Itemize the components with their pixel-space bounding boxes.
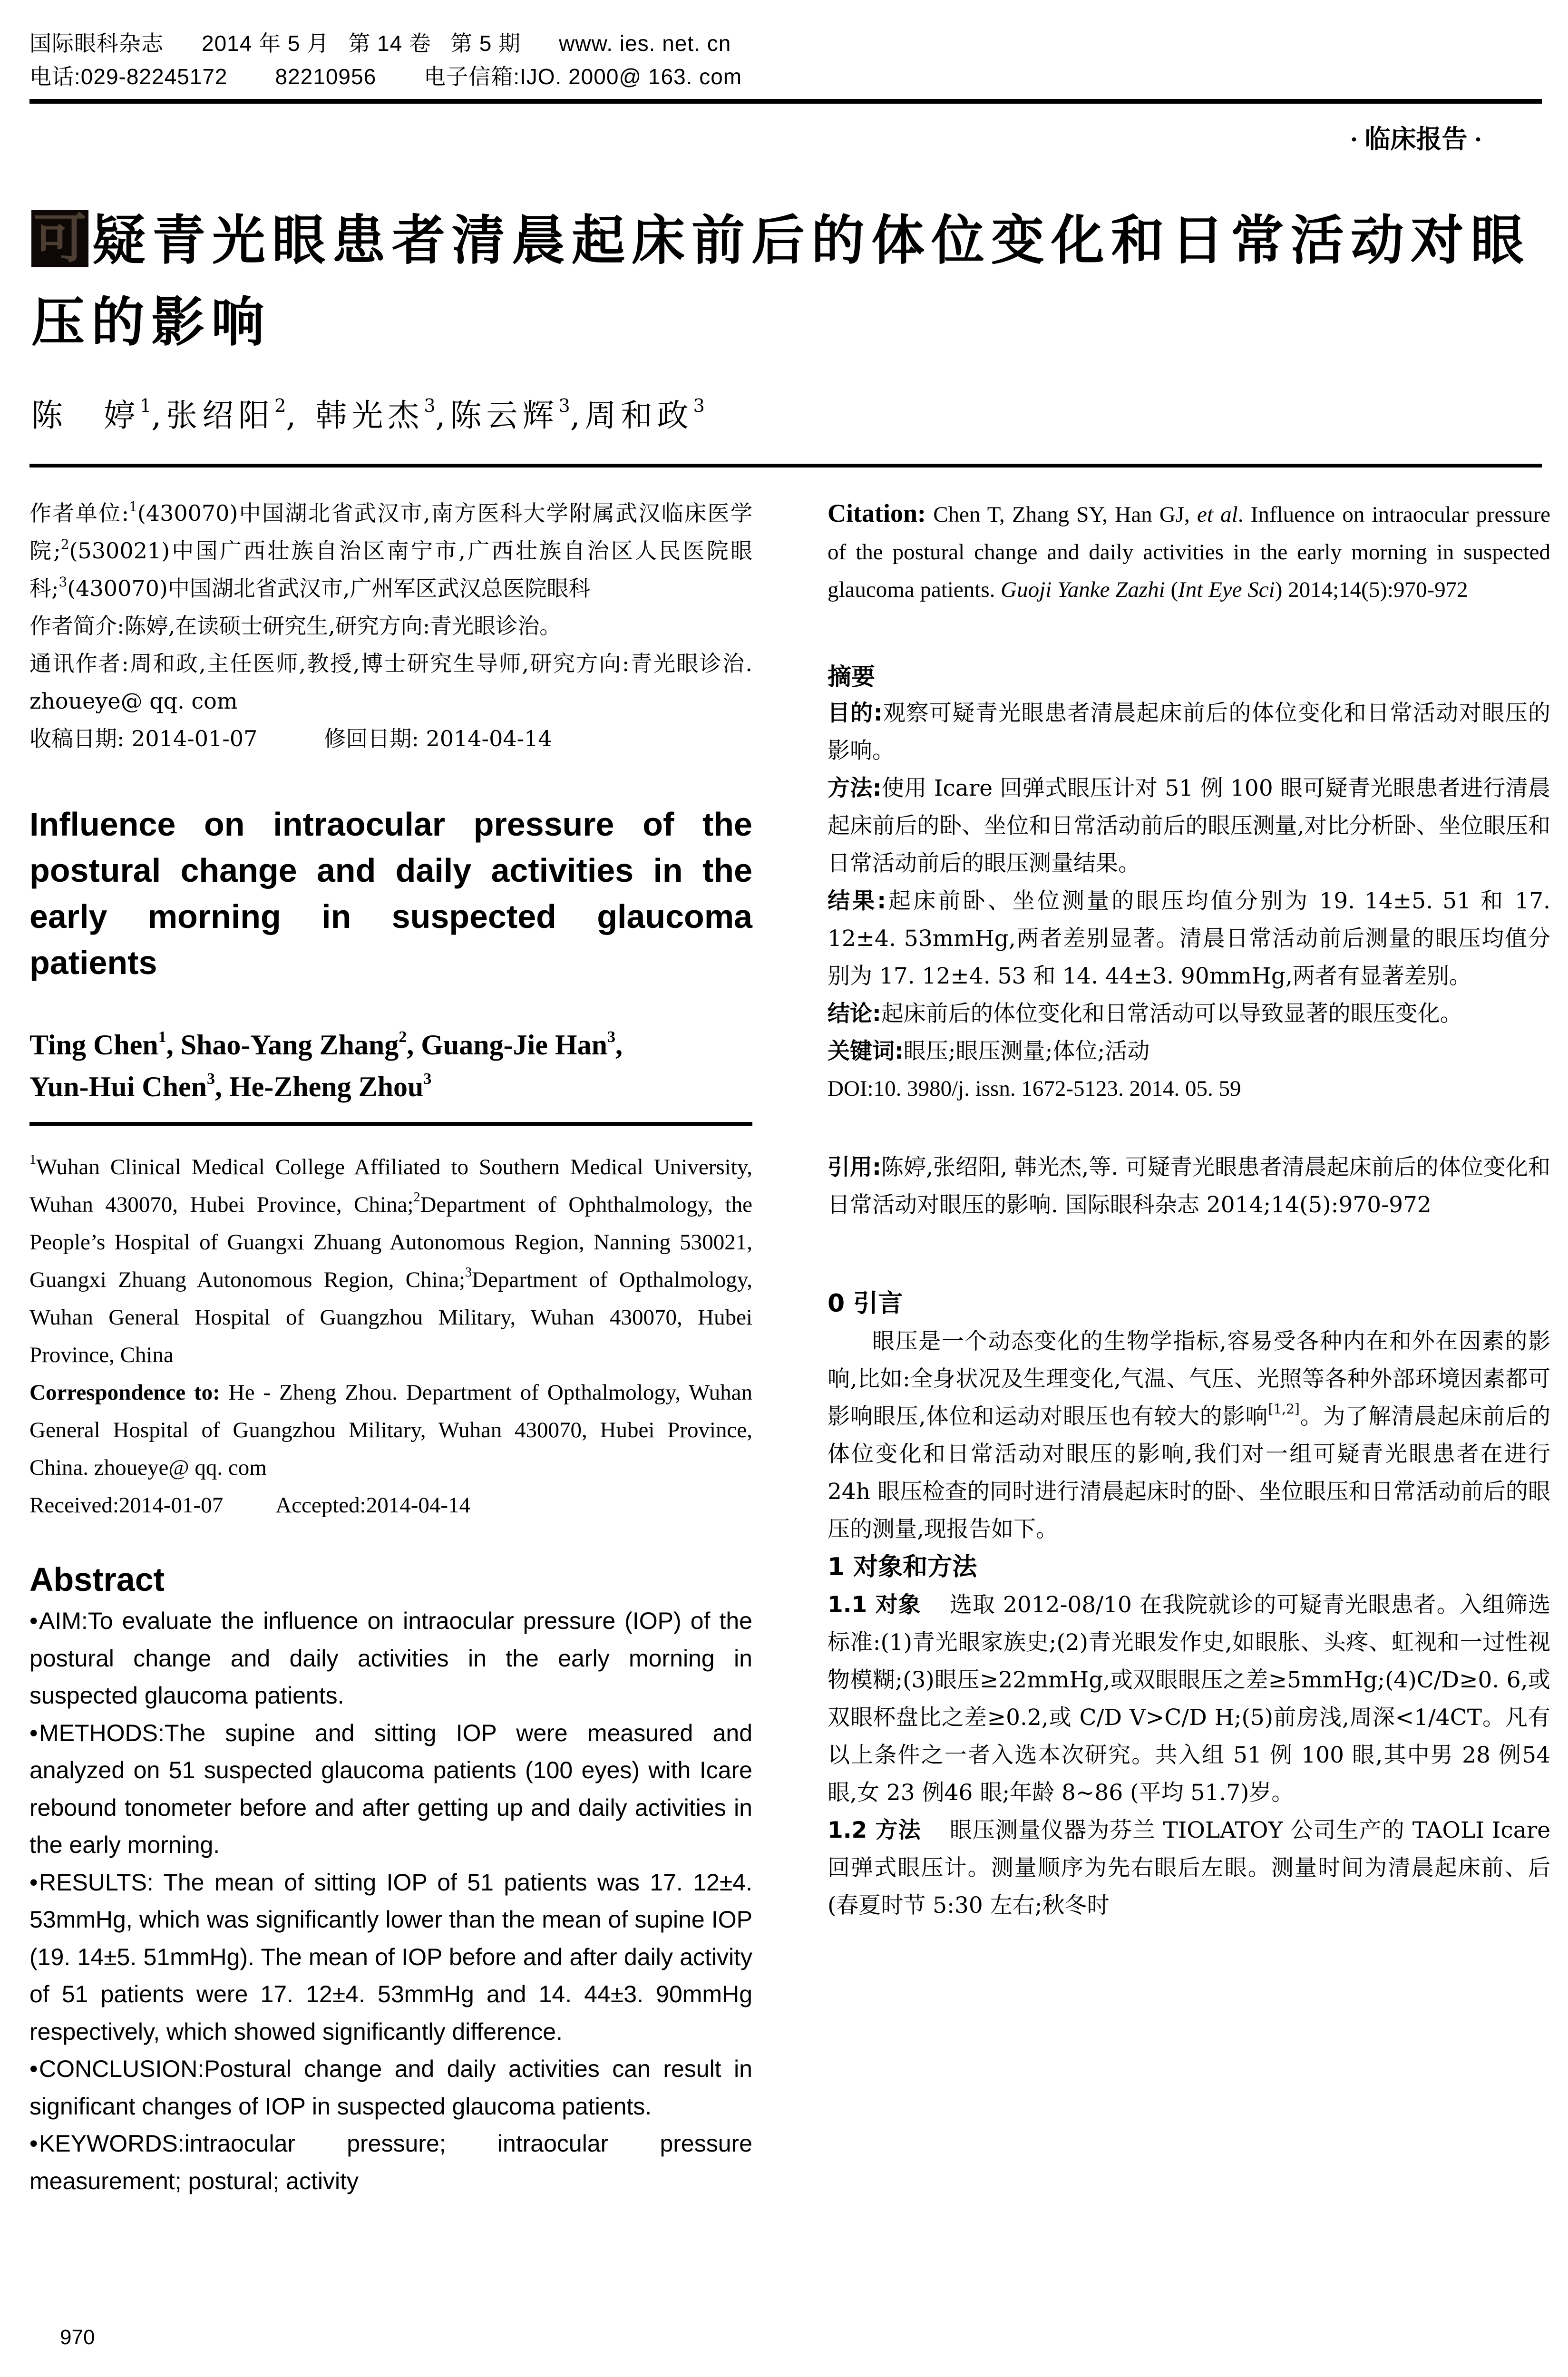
english-citation (828, 495, 1550, 609)
abstract-results (29, 1864, 752, 2051)
cn-abstract-label: 关键词: (828, 1038, 904, 1064)
cn-dates (29, 720, 752, 758)
citation-paren: ( (1165, 577, 1178, 602)
author: 周和政 (584, 397, 693, 434)
bullet-icon: • (29, 1719, 38, 1746)
chinese-abstract-heading: 摘要 (828, 663, 875, 691)
abstract-label: CONCLUSION: (39, 2056, 205, 2082)
cn-citation-label: 引用: (828, 1154, 881, 1180)
issue: 第 5 期 (450, 31, 521, 56)
affiliation-label: 作者单位: (29, 500, 129, 526)
cn-abstract-label: 结果: (828, 888, 886, 914)
header-divider (29, 99, 1542, 104)
author: Shao-Yang Zhang (180, 1029, 399, 1061)
chinese-author-list: 陈 婷$^1$,张绍阳$^2$, 韩光杰$^3$,陈云辉$^3$,周和政$^3$ (31, 395, 705, 434)
author-affil-sup: 2 (274, 395, 286, 416)
author-affil-sup: 2 (399, 1028, 407, 1046)
english-author-list: Ting Chen$^1$, Shao-Yang Zhang$^2$, Guang-Jie Han$^3$, Yun-Hui Chen$^3$, He-Zheng Zhou$^3$ (29, 1028, 623, 1102)
intro-paragraph (828, 1323, 1550, 1548)
left-column (29, 495, 752, 2200)
citation-body: . Influence on intraocular pressure of the postural change and daily activities in the early morning in suspected glaucoma patients. (828, 502, 1550, 602)
subsection-text: 眼压测量仪器为芬兰 TIOLATOY 公司生产的 TAOLI Icare 回弹式眼压计。测量顺序为先右眼后左眼。测量时间为清晨起床前、后(春夏时节 5:30 左右;秋冬时 (828, 1817, 1551, 1919)
cn-abstract-aim (828, 694, 1550, 770)
abstract-heading: Abstract (29, 1561, 165, 1598)
abstract-text: The mean of sitting IOP of 51 patients was 17. 12±4. 53mmHg, which was significantly lower than the mean of supine IOP (19. 14±5. 51mmHg). The mean of IOP before and after daily activity of 51 patients were 17. 12±4. 53mmHg and 14. 44±3. 90mmHg respectively, which showed significantly difference. (29, 1869, 752, 2045)
correspondence-label: Correspondence to: (29, 1380, 220, 1405)
author: 陈 婷 (31, 397, 140, 434)
author: 韩光杰 (315, 397, 424, 434)
abstract-text: Postural change and daily activities can result in significant changes of IOP in suspected glaucoma patients. (29, 2056, 752, 2120)
cn-abstract-label: 结论: (828, 1001, 881, 1027)
author-affil-sup: 3 (607, 1028, 615, 1046)
bullet-icon: • (29, 1869, 38, 1896)
journal-running-header (29, 28, 742, 94)
affiliation-2: Department of Ophthalmology, the People’s Hospital of Guangxi Zhuang Autonomous Region, Nanning 530021, Guangxi Zhuang Autonomous Region, China; (29, 1192, 752, 1292)
cn-citation-text: 陈婷,张绍阳, 韩光杰,等. 可疑青光眼患者清晨起床前后的体位变化和日常活动对眼压的影响. 国际眼科杂志 2014;14(5):970-972 (828, 1154, 1550, 1218)
citation-journal-en: Int Eye Sci (1178, 577, 1275, 602)
journal-name: 国际眼科杂志 (29, 31, 164, 56)
affil-sup: 1 (129, 499, 137, 515)
abstract-methods (29, 1715, 752, 1864)
author-affil-sup: 3 (693, 395, 705, 416)
abstract-label: METHODS: (39, 1719, 165, 1746)
author-bio: 作者简介:陈婷,在读硕士研究生,研究方向:青光眼诊治。 (29, 613, 562, 639)
cn-abstract-conclusion (828, 995, 1550, 1033)
affiliation-3: Department of Opthalmology, Wuhan General Hospital of Guangzhou Military, Wuhan 430070, Hubei Province, China (29, 1267, 753, 1367)
abstract-label: AIM: (39, 1607, 88, 1634)
author-affil-sup: 3 (423, 1070, 432, 1088)
citation-journal: Guoji Yanke Zazhi (1001, 577, 1165, 602)
affil-sup: 3 (465, 1265, 472, 1280)
cn-abstract-keywords (828, 1033, 1550, 1070)
revised-date: 修回日期: 2014-04-14 (324, 726, 552, 751)
bullet-icon: • (29, 1607, 38, 1634)
affil-sup: 3 (58, 574, 68, 590)
abstract-text: intraocular pressure; intraocular pressure measurement; postural; activity (29, 2130, 752, 2194)
received-date: 收稿日期: 2014-01-07 (29, 726, 258, 751)
volume: 第 14 卷 (348, 31, 431, 56)
citation-label: Citation: (828, 499, 926, 527)
section-heading-methods: 1 对象和方法 (828, 1553, 977, 1581)
bullet-icon: • (29, 2056, 38, 2082)
cn-abstract-text: 起床前后的体位变化和日常活动可以导致显著的眼压变化。 (881, 1001, 1462, 1027)
affiliation-2: (530021)中国广西壮族自治区南宁市,广西壮族自治区人民医院眼科; (29, 538, 752, 601)
abstract-conclusion (29, 2050, 752, 2125)
right-column (828, 495, 1550, 1924)
subsection-subjects (828, 1586, 1550, 1812)
abstract-keywords (29, 2125, 752, 2200)
subsection-label: 1.1 对象 (828, 1592, 921, 1618)
title-drop-char: 可 (31, 210, 88, 267)
reference-link[interactable]: [1,2] (1268, 1401, 1300, 1417)
abstract-text: The supine and sitting IOP were measured and analyzed on 51 suspected glaucoma patients (100 eyes) with Icare rebound tonometer before and after getting up and daily activities in the early morning. (29, 1719, 752, 1858)
article-type-tag: · 临床报告 · (1349, 125, 1482, 154)
english-author-divider (29, 1122, 752, 1126)
journal-email-link[interactable]: 电子信箱:IJO. 2000@ 163. com (424, 64, 742, 89)
author-affil-sup: 3 (424, 395, 436, 416)
author-divider (29, 464, 1542, 468)
page-number: 970 (60, 2326, 95, 2349)
affil-sup: 1 (29, 1152, 36, 1167)
affil-sup: 2 (60, 536, 69, 552)
phone: 电话:029-82245172 (29, 64, 228, 89)
cn-abstract-text: 起床前卧、坐位测量的眼压均值分别为 19. 14±5. 51 和 17. 12±4. 53mmHg,两者差别显著。清晨日常活动前后测量的眼压均值分别为 17. 12±4. 53 和 14. 44±3. 90mmHg,两者有显著差别。 (828, 888, 1550, 989)
author: He-Zheng Zhou (229, 1071, 424, 1102)
english-affiliations (29, 1149, 752, 1524)
correspondence-text: He - Zheng Zhou. Department of Opthalmology, Wuhan General Hospital of Guangzhou Military, Wuhan 430070, Hubei Province, China. zhoueye@ qq. com (29, 1380, 752, 1480)
affiliation-1: Wuhan Clinical Medical College Affiliated to Southern Medical University, Wuhan 430070, Hubei Province, China; (29, 1155, 752, 1217)
chinese-title (31, 200, 1544, 363)
cn-abstract-label: 方法: (828, 775, 882, 801)
received-date: Received:2014-01-07 (29, 1493, 224, 1518)
author: 张绍阳 (166, 397, 275, 434)
abstract-items (29, 1602, 752, 2200)
author: Ting Chen (29, 1029, 158, 1061)
cn-abstract-text: 观察可疑青光眼患者清晨起床前后的体位变化和日常活动对眼压的影响。 (828, 700, 1551, 764)
subsection-methods (828, 1812, 1550, 1924)
corresponding-author: 通讯作者:周和政,主任医师,教授,博士研究生导师,研究方向:青光眼诊治. zhoueye@ qq. com (29, 651, 752, 714)
cn-abstract-text: 使用 Icare 回弹式眼压计对 51 例 100 眼可疑青光眼患者进行清晨起床前后的卧、坐位和日常活动前后的眼压测量,对比分析卧、坐位眼压和日常活动前后的眼压测量结果。 (828, 775, 1550, 877)
abstract-label: KEYWORDS: (39, 2130, 185, 2157)
cn-abstract-label: 目的: (828, 700, 883, 726)
issue-date: 2014 年 5 月 (202, 31, 330, 56)
header-row-2 (29, 61, 742, 94)
section-heading-intro: 0 引言 (828, 1289, 903, 1318)
bullet-icon: • (29, 2130, 38, 2157)
cn-abstract-results (828, 882, 1550, 995)
author-affil-sup: 3 (206, 1070, 215, 1088)
citation-authors: Chen T, Zhang SY, Han GJ, (925, 502, 1198, 527)
abstract-text: To evaluate the influence on intraocular pressure (IOP) of the postural change and daily activities in the early morning in suspected glaucoma patients. (29, 1607, 752, 1709)
affiliation-3: (430070)中国湖北省武汉市,广州军区武汉总医院眼科 (67, 575, 591, 601)
affil-sup: 2 (413, 1190, 420, 1205)
author-affil-sup: 3 (558, 395, 570, 416)
citation-tail: ) 2014;14(5):970-972 (1275, 577, 1468, 602)
header-row-1 (29, 28, 742, 61)
chinese-affiliations (29, 495, 752, 607)
subsection-label: 1.2 方法 (828, 1817, 921, 1843)
doi-link[interactable]: DOI:10. 3980/j. issn. 1672-5123. 2014. 05. 59 (828, 1076, 1241, 1101)
phone-2: 82210956 (275, 64, 377, 89)
author-affil-sup: 1 (140, 395, 152, 416)
journal-website-link[interactable]: www. ies. net. cn (559, 31, 731, 56)
title-text: 疑青光眼患者清晨起床前后的体位变化和日常活动对眼压的影响 (31, 210, 1530, 353)
author: Guang-Jie Han (421, 1029, 607, 1061)
abstract-label: RESULTS: (39, 1869, 154, 1896)
abstract-aim (29, 1602, 752, 1715)
cn-abstract-methods (828, 770, 1550, 882)
chinese-citation (828, 1149, 1550, 1224)
author: 陈云辉 (450, 397, 559, 434)
english-title: Influence on intraocular pressure of the postural change and daily activities in the early morning in suspected glaucoma patients (29, 806, 752, 981)
accepted-date: Accepted:2014-04-14 (275, 1493, 471, 1518)
author: Yun-Hui Chen (29, 1071, 207, 1102)
intro-text: 。为了解清晨起床前后的体位变化和日常活动对眼压的影响,我们对一组可疑青光眼患者在进行 24h 眼压检查的同时进行清晨起床时的卧、坐位眼压和日常活动前后的眼压的测量,现报告如下。 (828, 1403, 1550, 1542)
author-affil-sup: 1 (158, 1028, 166, 1046)
affiliation-1: (430070)中国湖北省武汉市,南方医科大学附属武汉临床医学院; (29, 500, 752, 564)
citation-etal: et al (1197, 502, 1238, 527)
subsection-text: 选取 2012-08/10 在我院就诊的可疑青光眼患者。入组筛选标准:(1)青光眼家族史;(2)青光眼发作史,如眼胀、头疼、虹视和一过性视物模糊;(3)眼压≥22mmHg,或双眼眼压之差≥5mmHg;(4)C/D≥0. 6,或双眼杯盘比之差≥0.2,或 C/D V>C/D H;(5)前房浅,周深<1/4CT。凡有以上条件之一者入选本次研究。共入组 51 例 100 眼,其中男 28 例54 眼,女 23 例46 眼;年龄 8~86 (平均 51.7)岁。 (828, 1592, 1550, 1806)
cn-abstract-text: 眼压;眼压测量;体位;活动 (903, 1038, 1150, 1064)
intro-text: 眼压是一个动态变化的生物学指标,容易受各种内在和外在因素的影响,比如:全身状况及生理变化,气温、气压、光照等各种外部环境因素都可影响眼压,体位和运动对眼压也有较大的影响 (828, 1328, 1550, 1430)
